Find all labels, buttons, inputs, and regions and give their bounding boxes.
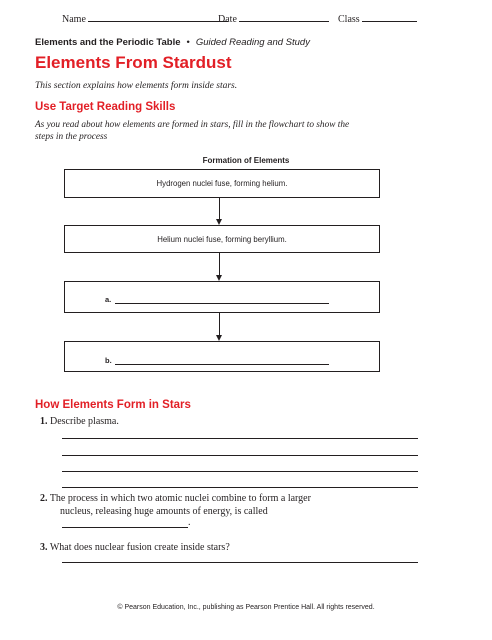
subtitle [35,37,310,48]
name-line[interactable] [88,12,228,22]
flowchart-step-b-line[interactable] [115,364,329,365]
flowchart-box-2 [64,225,380,253]
name-field[interactable] [62,12,228,25]
question-3 [40,541,230,554]
worksheet-type: Guided Reading and Study [195,37,310,48]
target-instructions [35,119,435,143]
question-3-text: What does nuclear fusion create inside stars? [49,542,230,553]
question-2-blank[interactable] [62,527,188,528]
answer-line[interactable] [62,562,418,563]
flowchart-box-1 [64,169,380,198]
flowchart-arrow-3 [219,313,221,341]
question-2-line-1: The process in which two atomic nuclei combine to form a larger [49,493,311,504]
flowchart-step-a-label: a. [105,295,112,304]
section-heading-elements-in-stars: How Elements Form in Stars [35,399,191,411]
question-2-number: 2. [40,493,48,504]
date-field[interactable] [218,12,329,25]
page-title: Elements From Stardust [35,53,232,72]
section-heading-target-skills: Use Target Reading Skills [35,101,176,113]
question-2-period: . [188,517,191,528]
question-1-number: 1. [40,416,48,427]
flowchart-step-b-label: b. [105,356,112,365]
class-field[interactable] [338,12,417,25]
class-label: Class [338,14,360,25]
flowchart-arrow-1 [219,198,221,225]
question-2-line-2: nucleus, releasing huge amounts of energy, is called [60,506,268,517]
instructions-line-1: As you read about how elements are formed in stars, fill in the flowchart to show the [35,120,350,130]
answer-line[interactable] [62,438,418,439]
flowchart-step-2: Helium nuclei fuse, forming beryllium. [157,235,287,244]
chapter-name: Elements and the Periodic Table [35,37,181,48]
copyright-footer: © Pearson Education, Inc., publishing as Pearson Prentice Hall. All rights reserved. [117,604,375,611]
question-1 [40,415,119,428]
question-3-number: 3. [40,542,48,553]
instructions-line-2: steps in the process [35,132,108,142]
flowchart-arrow-2 [219,253,221,281]
flowchart-step-1: Hydrogen nuclei fuse, forming helium. [156,179,288,188]
flowchart-step-a-line[interactable] [115,303,329,304]
flowchart-box-3[interactable] [64,281,380,313]
name-label: Name [62,14,86,25]
question-1-text: Describe plasma. [50,416,119,427]
intro-text: This section explains how elements form inside stars. [35,81,238,91]
date-label: Date [218,14,237,25]
answer-line[interactable] [62,455,418,456]
flowchart-title: Formation of Elements [202,156,290,165]
flowchart-box-4[interactable] [64,341,380,372]
answer-line[interactable] [62,471,418,472]
date-line[interactable] [239,12,329,22]
answer-line[interactable] [62,487,418,488]
question-2 [40,492,440,518]
subtitle-separator: • [186,37,190,48]
class-line[interactable] [362,12,417,22]
